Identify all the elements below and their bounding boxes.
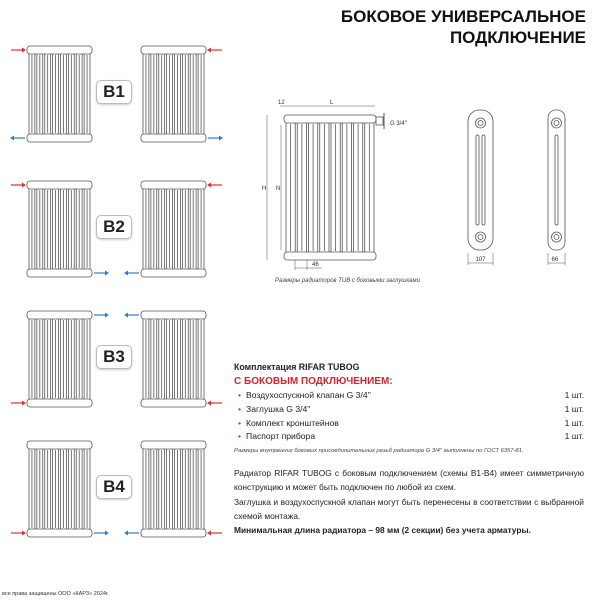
radiator-front-view <box>284 115 376 260</box>
dimension-107: 107 <box>475 257 486 263</box>
right-radiator <box>141 46 206 142</box>
outlet-arrow-icon <box>124 531 139 536</box>
kit-item <box>234 390 584 404</box>
inlet-arrow-icon <box>207 531 222 536</box>
outlet-arrow-icon <box>10 136 25 141</box>
outlet-arrow-icon <box>94 313 109 318</box>
outlet-arrow-icon <box>94 271 109 276</box>
scheme-label: B1 <box>96 80 132 104</box>
copyright-footer: все права защищены ООО «КАРЗ» 2024г. <box>2 591 109 597</box>
kit-subheading: С БОКОВЫМ ПОДКЛЮЧЕНИЕМ: <box>234 376 393 387</box>
inlet-arrow-icon <box>207 48 222 53</box>
dimension-l: L <box>330 100 334 106</box>
kit-item <box>234 418 584 432</box>
bullet-icon: • <box>238 390 242 400</box>
left-radiator <box>27 181 92 277</box>
side-view-drawings <box>450 95 590 275</box>
dimension-66: 66 <box>551 257 559 263</box>
left-radiator <box>27 311 92 407</box>
dimension-12: 12 <box>278 100 285 106</box>
radiator-side-view-3col <box>468 110 493 250</box>
kit-item-qty: 1 шт. <box>564 431 584 442</box>
right-radiator <box>141 441 206 537</box>
left-radiator <box>27 441 92 537</box>
kit-item <box>234 404 584 418</box>
scheme-b3 <box>0 307 230 417</box>
kit-item-name: Воздухоспускной клапан G 3/4'' <box>246 390 371 400</box>
inlet-arrow-icon <box>207 401 222 406</box>
kit-item-name: Паспорт прибора <box>246 431 316 442</box>
outlet-arrow-icon <box>94 531 109 536</box>
scheme-label: B4 <box>96 475 132 499</box>
drawing-caption: Размеры радиаторов TUB с боковыми заглушками <box>275 278 420 284</box>
scheme-b1 <box>0 42 230 152</box>
inlet-arrow-icon <box>11 531 26 536</box>
scheme-b4 <box>0 437 230 547</box>
inlet-arrow-icon <box>11 48 26 53</box>
inlet-arrow-icon <box>11 401 26 406</box>
kit-item-name: Комплект кронштейнов <box>246 417 339 428</box>
kit-heading: Комплектация RIFAR TUBOG <box>234 362 360 372</box>
scheme-label: B3 <box>96 345 132 369</box>
page-title: БОКОВОЕ УНИВЕРСАЛЬНОЕ ПОДКЛЮЧЕНИЕ <box>340 7 586 47</box>
kit-item-qty: 1 шт. <box>564 390 584 400</box>
thread-note: Размеры внутренних боковых присоединительных резьб радиатора G 3/4'' выполнены по ГОСТ 6357-81. <box>234 448 524 454</box>
right-radiator <box>141 181 206 277</box>
outlet-arrow-icon <box>124 271 139 276</box>
inlet-arrow-icon <box>207 183 222 188</box>
kit-item <box>234 431 584 445</box>
kit-item-qty: 1 шт. <box>564 417 584 428</box>
right-radiator <box>141 311 206 407</box>
left-radiator <box>27 46 92 142</box>
dimension-46: 46 <box>312 262 319 268</box>
dimension-n: N <box>276 186 281 192</box>
radiator-side-view-2col <box>548 110 565 250</box>
outlet-arrow-icon <box>208 136 223 141</box>
kit-item-name: Заглушка G 3/4'' <box>246 403 311 414</box>
dimension-h: H <box>262 186 267 192</box>
kit-list <box>234 362 584 445</box>
inlet-arrow-icon <box>11 183 26 188</box>
scheme-label: B2 <box>96 215 132 239</box>
outlet-arrow-icon <box>124 313 139 318</box>
front-view-drawing <box>250 95 407 280</box>
scheme-b2 <box>0 177 230 287</box>
bullet-icon: • <box>238 403 242 414</box>
description: Радиатор RIFAR TUBOG с боковым подключением (схемы B1-B4) имеет симметричную конструкцию и может быть подключен по любой из схем. Заглушка и воздухоспускной клапан могут быть перенесены в соответствии с выбранной схемой монтажа. Минимальная длина радиатора – 98 мм (2 секции) без учета арматуры. <box>234 468 584 536</box>
bullet-icon: • <box>238 417 242 428</box>
bullet-icon: • <box>238 431 242 442</box>
dimension-thread: G 3/4'' <box>390 121 407 127</box>
kit-item-qty: 1 шт. <box>564 403 584 414</box>
